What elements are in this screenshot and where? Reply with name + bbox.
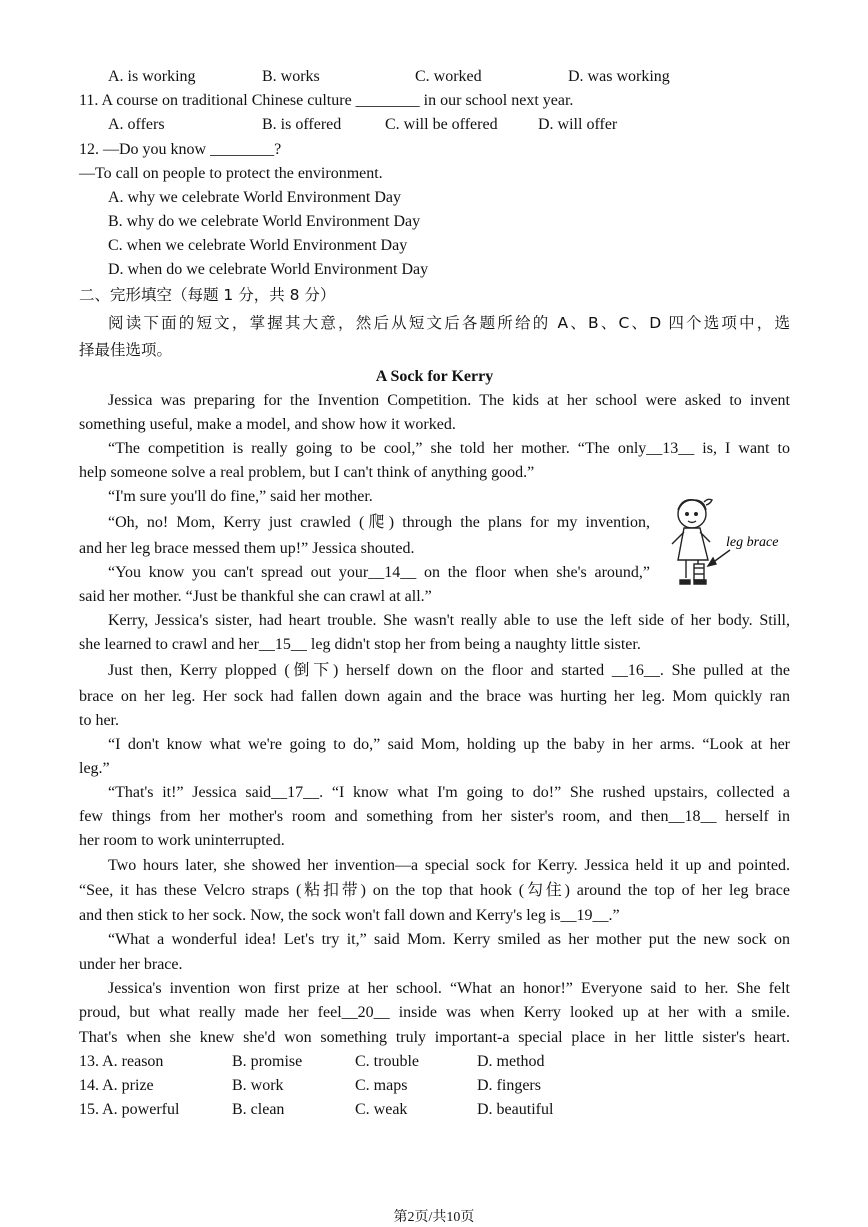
passage-line: “The competition is really going to be cool,” she told her mother. “The only__13__ is, I want to <box>108 440 790 457</box>
passage-line: brace on her leg. Her sock had fallen down again and the brace was hurting her leg. Mom quickly ran <box>79 688 790 705</box>
q12-option-c: C. when we celebrate World Environment Day <box>108 237 408 254</box>
passage-line: Jessica's invention won first prize at her school. “What an honor!” Everyone said to her. She felt <box>108 980 790 997</box>
section-heading: 二、完形填空（每题 1 分，共 8 分） <box>79 286 336 304</box>
passage-line: something useful, make a model, and show how it worked. <box>79 416 456 433</box>
section-instruction-line-1: 阅读下面的短文，掌握其大意，然后从短文后各题所给的 A、B、C、D 四个选项中，选 <box>108 314 790 332</box>
q12-option-d: D. when do we celebrate World Environment Day <box>108 261 429 278</box>
q14-option-a: 14. A. prize <box>79 1077 154 1094</box>
section-instruction-line-2: 择最佳选项。 <box>79 341 173 359</box>
q15-option-b: B. clean <box>232 1101 285 1118</box>
q12-answer-line: —To call on people to protect the environment. <box>79 165 383 182</box>
passage-line: proud, but what really made her feel__20__ inside was when Kerry looked up at her with a smile. <box>79 1004 790 1021</box>
q12-option-a: A. why we celebrate World Environment Day <box>108 189 401 206</box>
passage-line: “See, it has these Velcro straps (粘扣带) on the top that hook (勾住) around the top of her leg brace <box>79 882 790 899</box>
q15-option-c: C. weak <box>355 1101 408 1118</box>
leg-brace-label: leg brace <box>726 535 779 550</box>
q13-option-c: C. trouble <box>355 1053 419 1070</box>
passage-line: and her leg brace messed them up!” Jessica shouted. <box>79 540 415 557</box>
q11-option-c: C. will be offered <box>385 116 498 133</box>
passage-line: “Oh, no! Mom, Kerry just crawled (爬) through the plans for my invention, <box>108 514 650 531</box>
q11-option-d: D. will offer <box>538 116 618 133</box>
passage-line: “That's it!” Jessica said__17__. “I know what I'm going to do!” She rushed upstairs, collected a <box>108 784 790 801</box>
kerry-leg-brace-illustration <box>664 492 792 592</box>
q11-stem: 11. A course on traditional Chinese culture ________ in our school next year. <box>79 92 574 109</box>
passage-line: Kerry, Jessica's sister, had heart trouble. She wasn't really able to use the left side of her body. Still, <box>108 612 790 629</box>
q14-option-d: D. fingers <box>477 1077 541 1094</box>
passage-line: “I'm sure you'll do fine,” said her mother. <box>108 488 373 505</box>
q12-option-b: B. why do we celebrate World Environment Day <box>108 213 421 230</box>
passage-line: she learned to crawl and her__15__ leg didn't stop her from being a naughty little sister. <box>79 636 641 653</box>
passage-line: her room to work uninterrupted. <box>79 832 285 849</box>
page-footer: 第2页/共10页 <box>393 1210 475 1225</box>
passage-line: Two hours later, she showed her invention—a special sock for Kerry. Jessica held it up and pointed. <box>108 857 790 874</box>
passage-line: “What a wonderful idea! Let's try it,” said Mom. Kerry smiled as her mother put the new sock on <box>108 931 790 948</box>
q12-stem: 12. —Do you know ________? <box>79 141 282 158</box>
passage-line: few things from her mother's room and something from her sister's room, and then__18__ herself in <box>79 808 790 825</box>
q11-option-b: B. is offered <box>262 116 342 133</box>
q13-option-b: B. promise <box>232 1053 303 1070</box>
passage-line: That's when she knew she'd won something truly important-a special place in her little sister's heart. <box>79 1029 790 1046</box>
passage-line: said her mother. “Just be thankful she can crawl at all.” <box>79 588 432 605</box>
q15-option-a: 15. A. powerful <box>79 1101 180 1118</box>
passage-line: under her brace. <box>79 956 183 973</box>
q13-option-a: 13. A. reason <box>79 1053 164 1070</box>
passage-line: to her. <box>79 712 119 729</box>
passage-line: and then stick to her sock. Now, the sock won't fall down and Kerry's leg is__19__.” <box>79 907 620 924</box>
q14-option-b: B. work <box>232 1077 284 1094</box>
q15-option-d: D. beautiful <box>477 1101 554 1118</box>
passage-line: help someone solve a real problem, but I can't think of anything good.” <box>79 464 535 481</box>
passage-line: “You know you can't spread out your__14__ on the floor when she's around,” <box>108 564 650 581</box>
passage-line: Jessica was preparing for the Invention Competition. The kids at her school were asked to invent <box>108 392 790 409</box>
q10-option-c: C. worked <box>415 68 482 85</box>
q14-option-c: C. maps <box>355 1077 408 1094</box>
passage-title: A Sock for Kerry <box>375 368 494 385</box>
q13-option-d: D. method <box>477 1053 545 1070</box>
q10-option-d: D. was working <box>568 68 670 85</box>
q10-option-a: A. is working <box>108 68 196 85</box>
q10-option-b: B. works <box>262 68 320 85</box>
passage-line: “I don't know what we're going to do,” said Mom, holding up the baby in her arms. “Look at her <box>108 736 790 753</box>
passage-line: Just then, Kerry plopped (倒下) herself down on the floor and started __16__. She pulled at the <box>108 662 790 679</box>
q11-option-a: A. offers <box>108 116 165 133</box>
passage-line: leg.” <box>79 760 110 777</box>
